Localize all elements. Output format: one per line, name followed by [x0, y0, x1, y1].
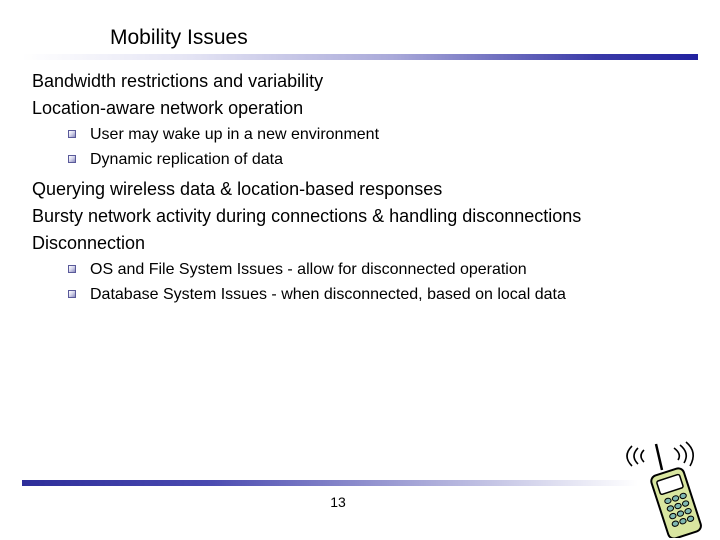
page-number — [0, 494, 720, 510]
bullet-item: Bandwidth restrictions and variability — [32, 71, 324, 91]
page-number-text: 13 — [330, 494, 346, 510]
slide-title: Mobility Issues — [110, 26, 248, 49]
mobile-phone-icon — [616, 436, 718, 538]
checkbox-bullet-icon — [68, 155, 76, 163]
checkbox-bullet-icon — [68, 290, 76, 298]
sub-bullet-text: User may wake up in a new environment — [90, 126, 380, 143]
sub-bullet-item — [32, 122, 692, 147]
bullet-item: Querying wireless data & location-based responses — [32, 179, 443, 199]
sub-bullet-text: OS and File System Issues - allow for disconnected operation — [90, 261, 527, 278]
sub-bullet-text: Dynamic replication of data — [90, 151, 283, 168]
sub-bullet-item — [32, 257, 692, 282]
sub-bullet-text: Database System Issues - when disconnected, based on local data — [90, 286, 566, 303]
bullet-item: Location-aware network operation — [32, 98, 304, 118]
checkbox-bullet-icon — [68, 130, 76, 138]
sub-bullet-item — [32, 147, 692, 172]
bullet-item: Disconnection — [32, 233, 146, 253]
footer-divider-bar — [22, 480, 638, 486]
sub-bullet-item — [32, 282, 692, 307]
title-divider-bar — [22, 54, 698, 60]
bullet-item: Bursty network activity during connections & handling disconnections — [32, 206, 582, 226]
bullet-list — [32, 68, 692, 307]
checkbox-bullet-icon — [68, 265, 76, 273]
